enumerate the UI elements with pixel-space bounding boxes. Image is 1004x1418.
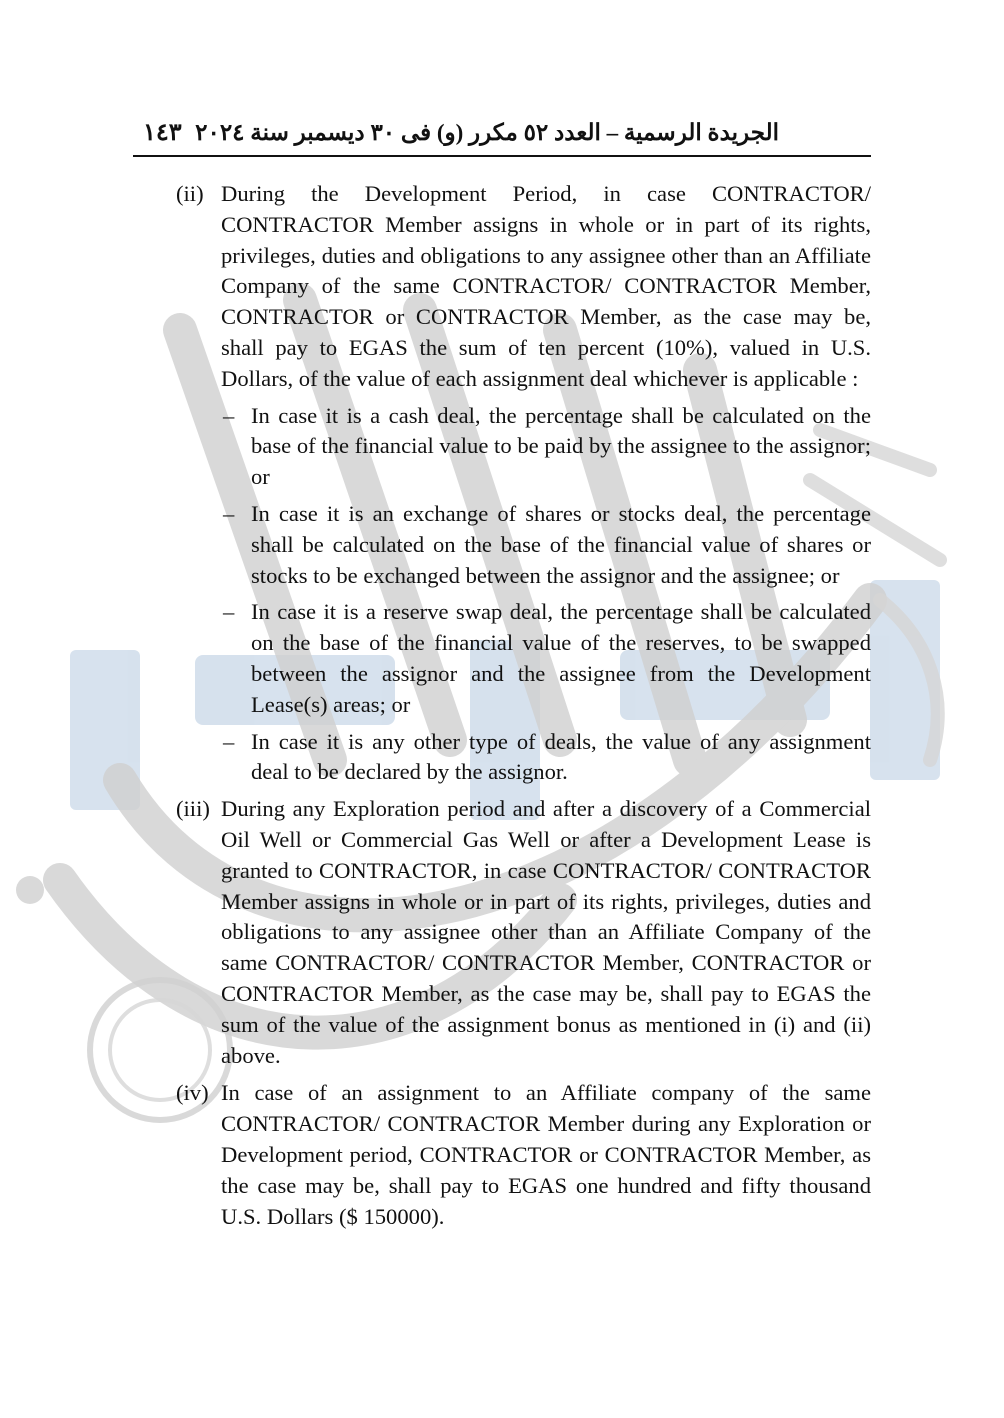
clause-iv — [176, 1078, 871, 1232]
bullet-item — [176, 499, 871, 591]
bullet-text: In case it is any other type of deals, the value of any assignment deal to be declared by the assignor. — [251, 728, 871, 785]
clause-number: (iv) — [176, 1080, 209, 1106]
bullet-text: In case it is a reserve swap deal, the percentage shall be calculated on the base of the financial value of the reserves, to be swapped between the assignor and the assignee from the Development Lease(s) areas; or — [251, 599, 871, 717]
bullet-text: In case it is a cash deal, the percentage shall be calculated on the base of the financial value to be paid by the assignee to the assignor; or — [251, 402, 871, 490]
clause-number: (ii) — [176, 181, 204, 206]
clause-text: During the Development Period, in case CONTRACTOR/ CONTRACTOR Member assigns in whole or in part of its rights, privileges, duties and obligations to any assignee other than an Affiliate Company of the same CONTRACTOR/ CONTRACTOR Member, CONTRACTOR or CONTRACTOR Member, as the case may be, shall pay to EGAS the sum of ten percent (10%), valued in U.S. Dollars, of the value of each assignment deal whichever is applicable : — [221, 181, 871, 391]
clause-iii — [176, 794, 871, 1071]
dash-marker: – — [223, 500, 235, 526]
bullet-item — [176, 727, 871, 789]
page-header — [133, 112, 871, 158]
bullet-text: In case it is an exchange of shares or stocks deal, the percentage shall be calculated on the base of the financial value of shares or stocks to be exchanged between the assignor and the assignee; or — [251, 500, 871, 588]
document-body — [176, 179, 871, 1232]
header-rule — [133, 155, 871, 157]
clause-text: In case of an assignment to an Affiliate company of the same CONTRACTOR/ CONTRACTOR Member during any Exploration or Development period, CONTRACTOR or CONTRACTOR Member, as the case may be, shall pay to EGAS one hundred and fifty thousand U.S. Dollars ($ 150000). — [221, 1080, 871, 1229]
gazette-title: الجريدة الرسمية – العدد ٥٢ مكرر (و) فى ٣٠ ديسمبر سنة ٢٠٢٤ — [195, 120, 779, 145]
clause-text: During any Exploration period and after a discovery of a Commercial Oil Well or Commercial Gas Well or after a Development Lease is granted to CONTRACTOR, in case CONTRACTOR/ CONTRACTOR Member assigns in whole or in part of its rights, privileges, duties and obligations to any assignee other than an Affiliate Company of the same CONTRACTOR/ CONTRACTOR Member, CONTRACTOR or CONTRACTOR Member, as the case may be, shall pay to EGAS the sum of the value of the assignment bonus as mentioned in (i) and (ii) above. — [221, 796, 871, 1068]
page-number: ١٤٣ — [143, 120, 182, 146]
dash-marker: – — [223, 728, 235, 754]
dash-marker: – — [223, 599, 235, 625]
bullet-list — [176, 401, 871, 789]
clause-ii — [176, 179, 871, 395]
dash-marker: – — [223, 402, 235, 428]
bullet-item — [176, 597, 871, 720]
bullet-item — [176, 401, 871, 493]
clause-number: (iii) — [176, 796, 210, 822]
